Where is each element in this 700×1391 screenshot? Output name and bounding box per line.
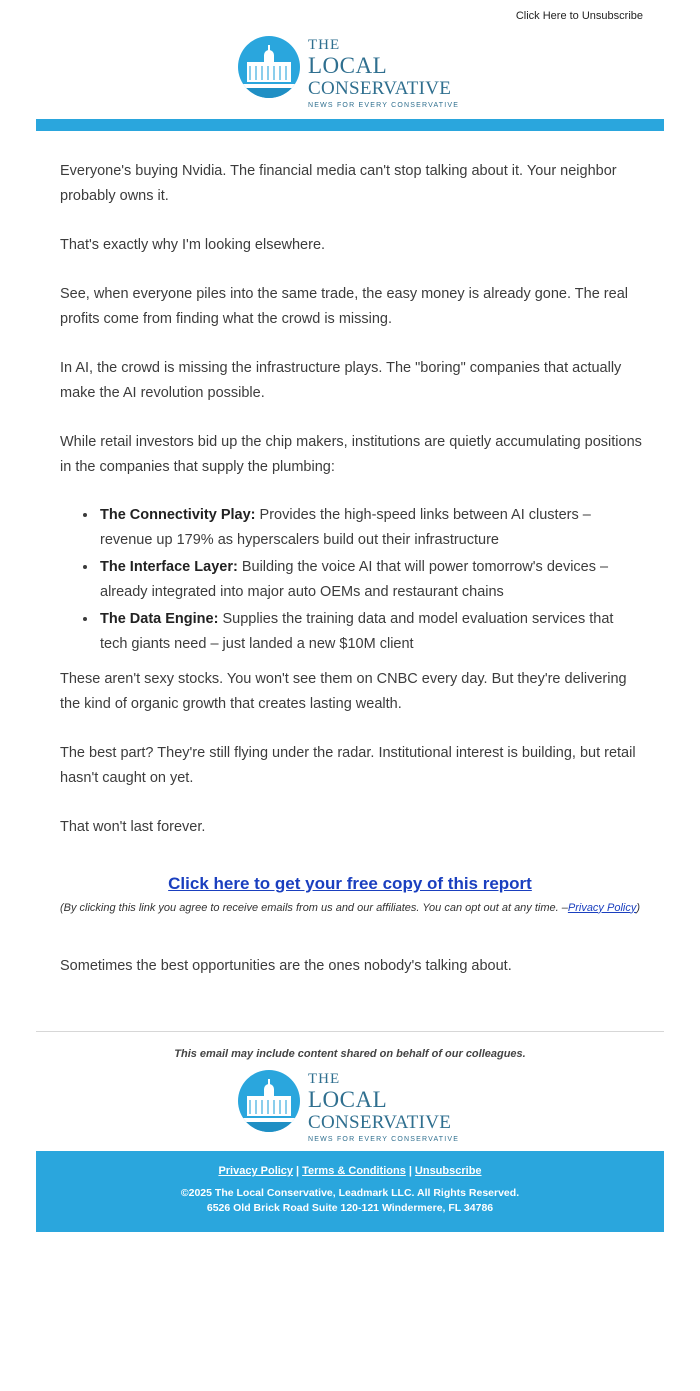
brand-line-2-footer: LOCAL (308, 1087, 388, 1113)
brand-logo-footer[interactable] (238, 1070, 462, 1144)
paragraph-1: Everyone's buying Nvidia. The financial media can't stop talking about it. Your neighbor probably owns it. (60, 163, 617, 204)
brand-line-1-footer: THE (308, 1071, 341, 1088)
email-body (0, 131, 700, 840)
cta-link[interactable]: Click here to get your free copy of this report (168, 873, 532, 893)
footer-link-privacy-policy[interactable]: Privacy Policy (218, 1165, 294, 1178)
brand-line-2: LOCAL (308, 53, 388, 78)
brand-wordmark (308, 38, 459, 109)
capitol-dome-icon (238, 36, 300, 98)
header-logo-block (0, 22, 700, 113)
cta-disclaimer (0, 902, 700, 914)
paragraph-3: See, when everyone piles into the same trade, the easy money is already gone. The real profits come from finding what the crowd is missing. (60, 285, 628, 327)
footer-separator-1: | (296, 1165, 300, 1178)
paragraph-8: That won't last forever. (60, 818, 206, 835)
footer-link-unsubscribe[interactable]: Unsubscribe (414, 1165, 482, 1178)
footer-link-terms[interactable]: Terms & Conditions (302, 1165, 406, 1178)
closing-paragraph-wrap (0, 914, 700, 979)
unsubscribe-link-top[interactable]: Click Here to Unsubscribe (515, 10, 643, 22)
capitol-dome-icon-footer (238, 1070, 300, 1132)
list-item-text: Supplies the training data and model evaluation services that tech giants need – just landed a new $10M client (100, 611, 614, 653)
disclaimer-text-post: ) (636, 901, 641, 914)
footer-copyright: ©2025 The Local Conservative, Leadmark LLC. All Rights Reserved. (180, 1187, 520, 1200)
colleagues-note: This email may include content shared on behalf of our colleagues. (174, 1048, 526, 1061)
list-item-title: The Data Engine: (100, 611, 219, 628)
list-item-text: Provides the high-speed links between AI clusters – revenue up 179% as hyperscalers build out their infrastructure (100, 507, 591, 549)
brand-tagline: NEWS FOR EVERY CONSERVATIVE (308, 102, 460, 109)
accent-bar-top (36, 119, 664, 131)
cta-section (0, 874, 700, 914)
paragraph-4: In AI, the crowd is missing the infrastructure plays. The "boring" companies that actually make the AI revolution possible. (60, 359, 622, 401)
brand-tagline-footer: NEWS FOR EVERY CONSERVATIVE (308, 1136, 460, 1144)
list-item-title: The Connectivity Play: (100, 507, 256, 524)
footer-address: 6526 Old Brick Road Suite 120-121 Windermere, FL 34786 (206, 1201, 494, 1214)
highlight-list (60, 503, 642, 657)
list-item (98, 503, 642, 553)
footer-bar (36, 1151, 664, 1231)
disclaimer-text-pre: (By clicking this link you agree to receive emails from us and our affiliates. You can opt out at any time. – (59, 901, 568, 914)
paragraph-7: The best part? They're still flying under the radar. Institutional interest is building, but retail hasn't caught on yet. (60, 744, 636, 786)
brand-line-3: CONSERVATIVE (308, 78, 452, 99)
privacy-policy-link-inline[interactable]: Privacy Policy (567, 901, 637, 914)
brand-logo[interactable] (238, 36, 462, 109)
footer-separator-2: | (408, 1165, 412, 1178)
brand-line-1: THE (308, 37, 341, 53)
paragraph-2: That's exactly why I'm looking elsewhere. (60, 236, 326, 253)
footer-logo-block (0, 1060, 700, 1151)
preheader (0, 0, 700, 22)
brand-line-3-footer: CONSERVATIVE (308, 1112, 452, 1134)
list-item-title: The Interface Layer: (100, 559, 238, 576)
brand-wordmark-footer (308, 1072, 459, 1143)
closing-paragraph: Sometimes the best opportunities are the ones nobody's talking about. (60, 958, 512, 975)
list-item (98, 607, 642, 657)
paragraph-5: While retail investors bid up the chip makers, institutions are quietly accumulating positions in the companies that supply the plumbing: (60, 433, 642, 475)
list-item-text: Building the voice AI that will power tomorrow's devices – already integrated into major auto OEMs and restaurant chains (100, 559, 609, 601)
footer-links (36, 1165, 664, 1177)
list-item (98, 555, 642, 605)
paragraph-6: These aren't sexy stocks. You won't see them on CNBC every day. But they're delivering the kind of organic growth that creates lasting wealth. (60, 671, 627, 712)
